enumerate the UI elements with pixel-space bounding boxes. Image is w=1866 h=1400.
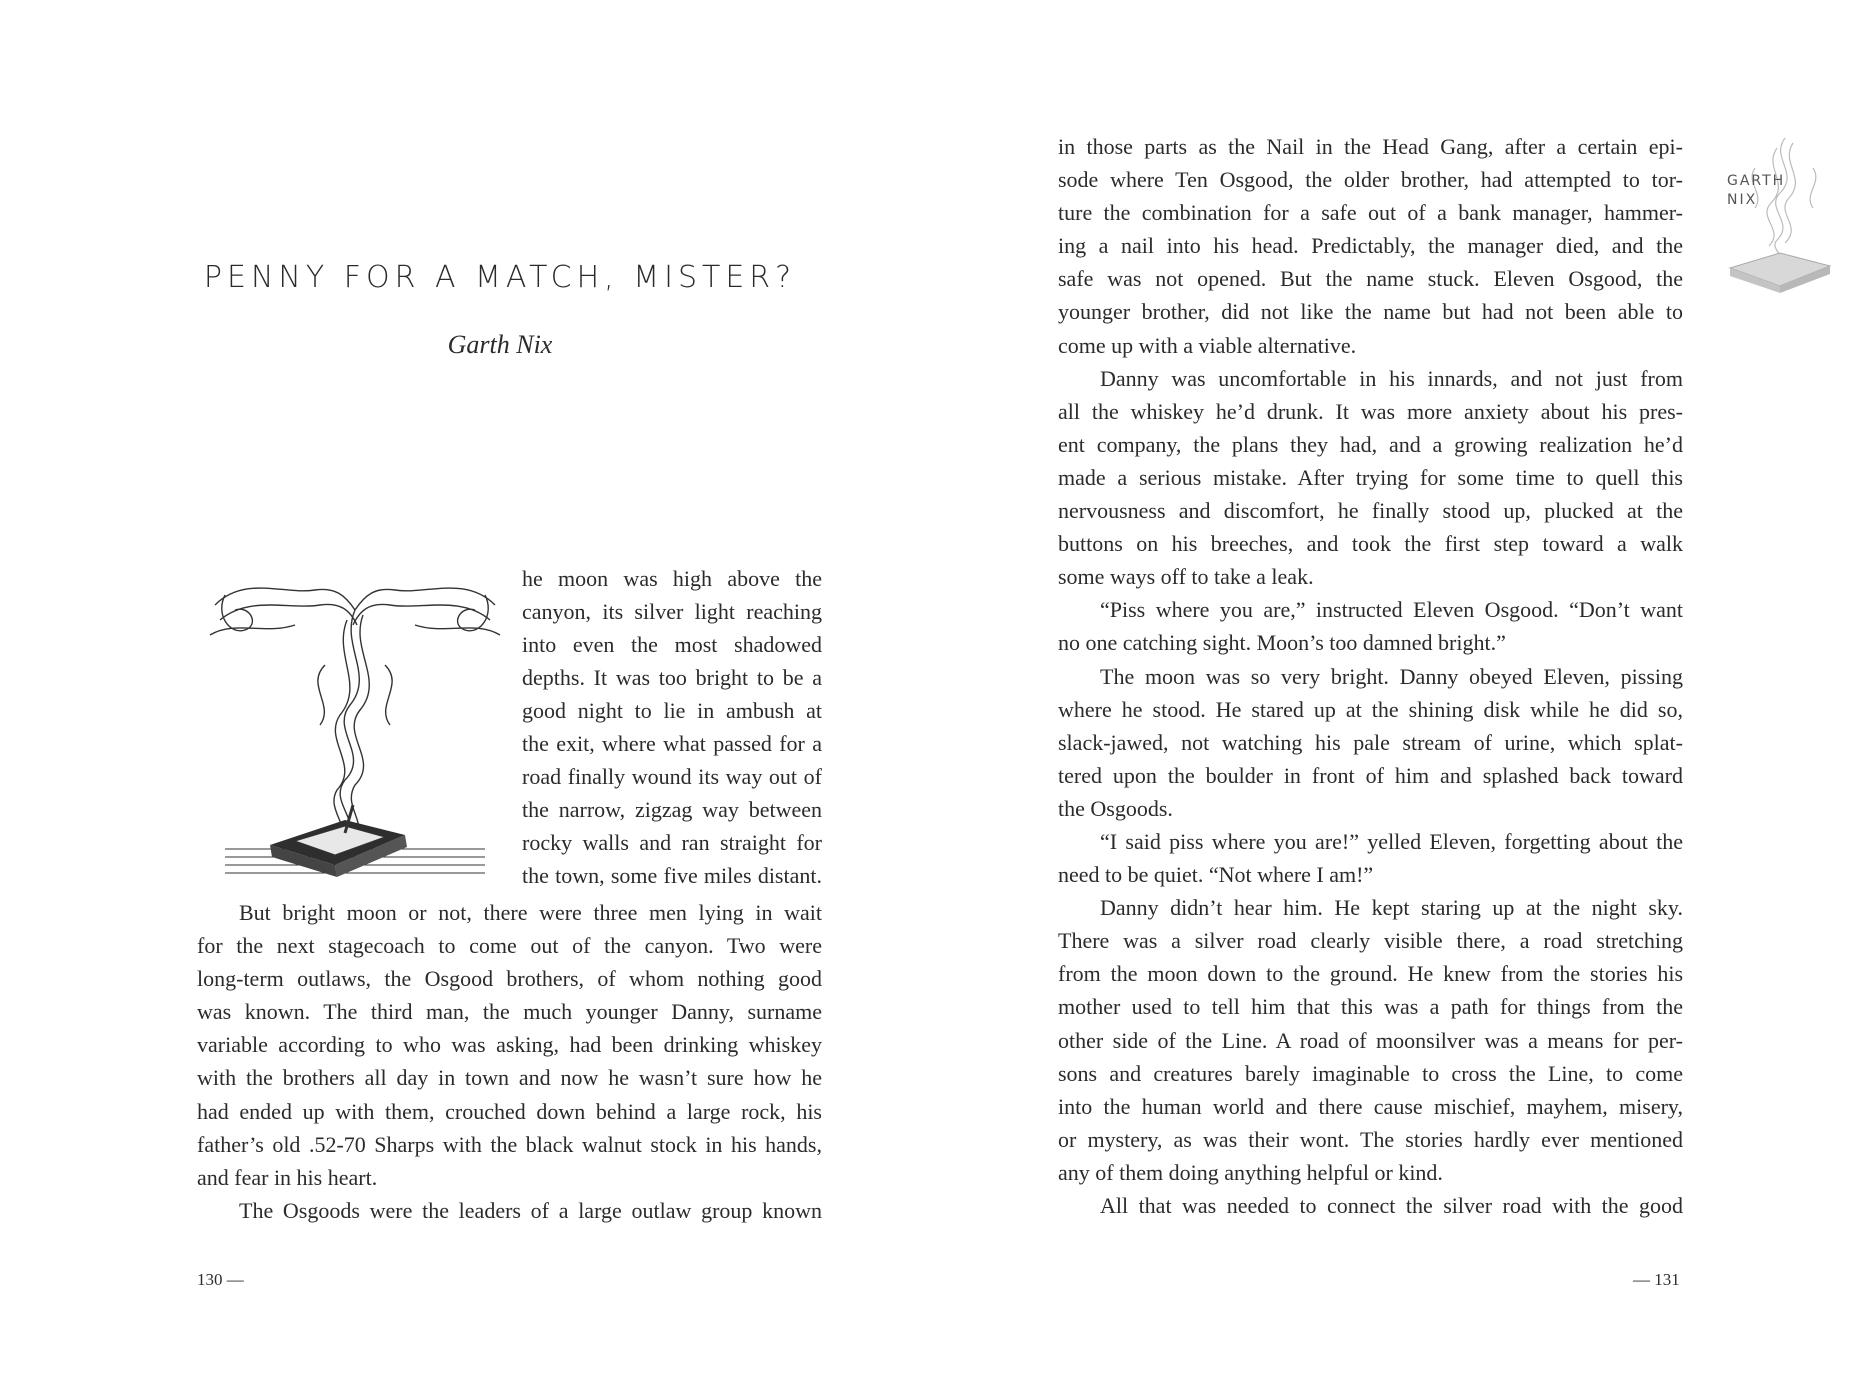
text-line: into even the most shadowed — [522, 632, 822, 657]
text-line: rocky walls and ran straight for — [522, 830, 822, 855]
author-name: Garth Nix — [447, 330, 553, 359]
running-head-last: NIX — [1727, 192, 1758, 208]
text-line: need to be quiet. “Not where I am!” — [1058, 862, 1374, 888]
opening-paragraph — [522, 562, 822, 892]
right-body-text — [1058, 130, 1683, 1222]
text-line: sons and creatures barely imaginable to cross the Line, to come — [1058, 1060, 1683, 1086]
text-line: some ways off to take a leak. — [1058, 564, 1314, 590]
text-line: ent company, the plans they had, and a growing realization he’d — [1058, 431, 1683, 457]
text-line: the exit, where what passed for a — [522, 731, 822, 756]
text-line: “Piss where you are,” instructed Eleven Osgood. “Don’t want — [1100, 597, 1683, 623]
text-line: canyon, its silver light reaching — [522, 599, 822, 624]
text-line: he moon was high above the — [522, 566, 822, 591]
text-line: tered upon the boulder in front of him and splashed back toward — [1058, 762, 1683, 788]
text-line: buttons on his breeches, and took the first step toward a walk — [1058, 531, 1683, 557]
text-line: The Osgoods were the leaders of a large outlaw group known — [239, 1197, 822, 1223]
text-line: into the human world and there cause mischief, mayhem, misery, — [1058, 1093, 1683, 1119]
text-line: no one catching sight. Moon’s too damned bright.” — [1058, 630, 1506, 656]
text-line: ture the combination for a safe out of a bank manager, hammer- — [1058, 200, 1683, 226]
running-head-first: GARTH — [1727, 173, 1786, 189]
text-line: nervousness and discomfort, he finally stood up, plucked at the — [1058, 498, 1683, 524]
text-line: all the whiskey he’d drunk. It was more anxiety about his pres- — [1058, 398, 1683, 424]
text-line: or mystery, as was their wont. The stories hardly ever mentioned — [1058, 1126, 1683, 1152]
text-line: “I said piss where you are!” yelled Eleven, forgetting about the — [1100, 828, 1683, 854]
text-line: with the brothers all day in town and now he wasn’t sure how he — [197, 1065, 822, 1091]
text-line: depths. It was too bright to be a — [522, 665, 822, 690]
text-line: road finally wound its way out of — [522, 764, 822, 789]
chapter-title: PENNY FOR A MATCH, MISTER? — [203, 260, 797, 295]
text-line: The moon was so very bright. Danny obeyed Eleven, pissing — [1100, 663, 1683, 689]
running-head — [1727, 172, 1785, 210]
text-line: Danny was uncomfortable in his innards, and not just from — [1100, 365, 1683, 391]
text-line: Danny didn’t hear him. He kept staring up at the night sky. — [1100, 895, 1683, 921]
smoke-letter-t-matchbox-icon — [205, 565, 505, 885]
text-line: was known. The third man, the much younger Danny, surname — [197, 999, 822, 1025]
text-line: from the moon down to the ground. He knew from the stories his — [1058, 961, 1683, 987]
text-line: and fear in his heart. — [197, 1164, 378, 1190]
text-line: good night to lie in ambush at — [522, 698, 822, 723]
text-line: younger brother, did not like the name but had not been able to — [1058, 299, 1683, 325]
text-line: the Osgoods. — [1058, 795, 1173, 821]
text-line: the narrow, zigzag way between — [522, 797, 822, 822]
text-line: All that was needed to connect the silver road with the good — [1100, 1193, 1683, 1218]
text-line: had ended up with them, crouched down behind a large rock, his — [197, 1098, 822, 1124]
text-line: slack-jawed, not watching his pale stream of urine, which splat- — [1058, 729, 1683, 755]
right-page — [933, 0, 1866, 1400]
text-line: come up with a viable alternative. — [1058, 332, 1357, 358]
text-line: made a serious mistake. After trying for some time to quell this — [1058, 464, 1683, 490]
text-line: the town, some five miles distant. — [522, 863, 822, 888]
text-line: ing a nail into his head. Predictably, the manager died, and the — [1058, 233, 1683, 259]
smoke-matchbox-icon — [1725, 128, 1835, 293]
text-line: long-term outlaws, the Osgood brothers, of whom nothing good — [197, 966, 822, 992]
text-line: father’s old .52-70 Sharps with the black walnut stock in his hands, — [197, 1131, 822, 1157]
text-line: where he stood. He stared up at the shining disk while he did so, — [1058, 696, 1683, 722]
text-line: variable according to who was asking, had been drinking whiskey — [197, 1032, 822, 1058]
text-line: for the next stagecoach to come out of the canyon. Two were — [197, 933, 822, 959]
text-line: any of them doing anything helpful or kind. — [1058, 1159, 1443, 1185]
text-line: safe was not opened. But the name stuck. Eleven Osgood, the — [1058, 266, 1683, 292]
text-line: There was a silver road clearly visible there, a road stretching — [1058, 928, 1683, 954]
text-line: mother used to tell him that this was a path for things from the — [1058, 994, 1683, 1020]
left-body-text — [197, 896, 822, 1227]
page-number-right: — 131 — [1633, 1270, 1680, 1289]
text-line: But bright moon or not, there were three men lying in wait — [239, 900, 822, 925]
text-line: sode where Ten Osgood, the older brother, had attempted to tor- — [1058, 167, 1683, 193]
page-number-left: 130 — — [197, 1270, 244, 1289]
text-line: other side of the Line. A road of moonsilver was a means for per- — [1058, 1027, 1683, 1053]
text-line: in those parts as the Nail in the Head Gang, after a certain epi- — [1058, 134, 1683, 159]
